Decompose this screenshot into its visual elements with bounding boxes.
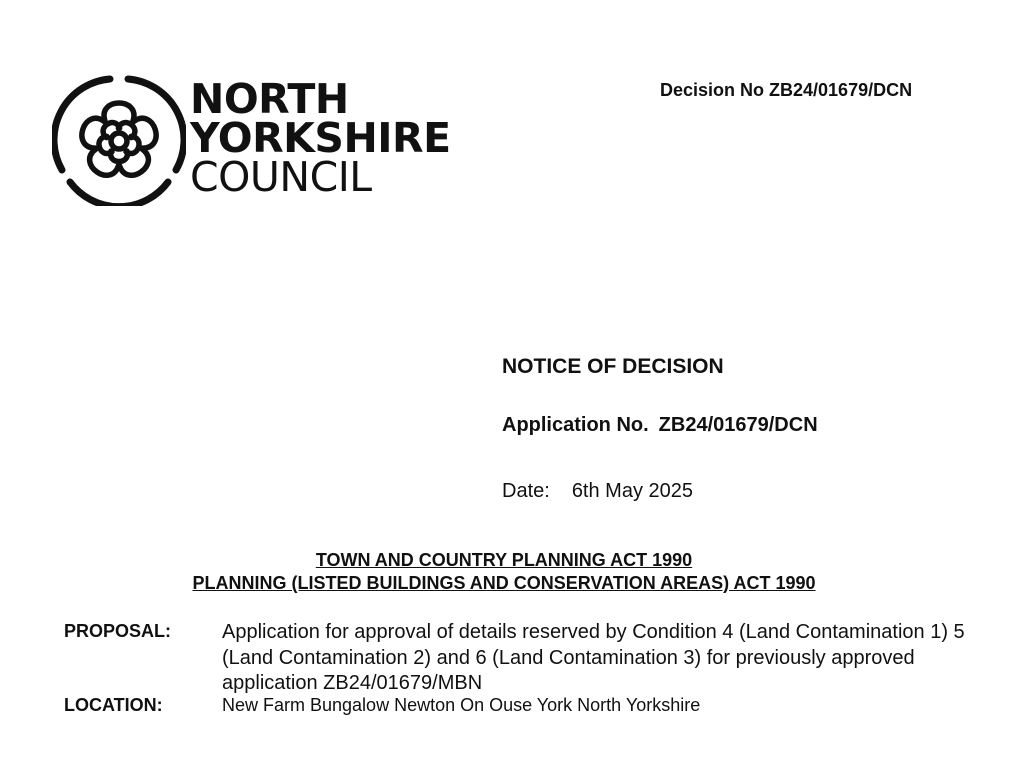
application-number-value: ZB24/01679/DCN [658, 414, 818, 436]
proposal-label: PROPOSAL: [64, 621, 172, 641]
logo-line-yorkshire: YORKSHIRE [190, 114, 451, 162]
council-name [190, 75, 451, 201]
date-label: Date: [502, 480, 550, 502]
yorkshire-rose-icon [52, 74, 186, 206]
application-number-label: Application No. [502, 414, 649, 436]
location-label: LOCATION: [64, 695, 163, 715]
proposal-text: Application for approval of details reserved by Condition 4 (Land Contamination 1) 5 (Land Contamination 2) and 6 (Land Contamination 3) for previously approved application ZB24/01679/MBN [222, 621, 965, 694]
date-line [502, 480, 693, 503]
act-heading-listed-buildings: PLANNING (LISTED BUILDINGS AND CONSERVATION AREAS) ACT 1990 [192, 573, 816, 593]
date-value: 6th May 2025 [571, 480, 694, 502]
location-text: New Farm Bungalow Newton On Ouse York North Yorkshire [222, 695, 701, 715]
council-logo [52, 74, 451, 206]
application-number-line [502, 414, 818, 437]
act-heading-town-country: TOWN AND COUNTRY PLANNING ACT 1990 [315, 550, 693, 570]
decision-number: Decision No ZB24/01679/DCN [660, 80, 913, 100]
notice-title: NOTICE OF DECISION [502, 355, 724, 378]
logo-line-north: NORTH [190, 75, 349, 123]
logo-line-council: COUNCIL [190, 153, 372, 201]
